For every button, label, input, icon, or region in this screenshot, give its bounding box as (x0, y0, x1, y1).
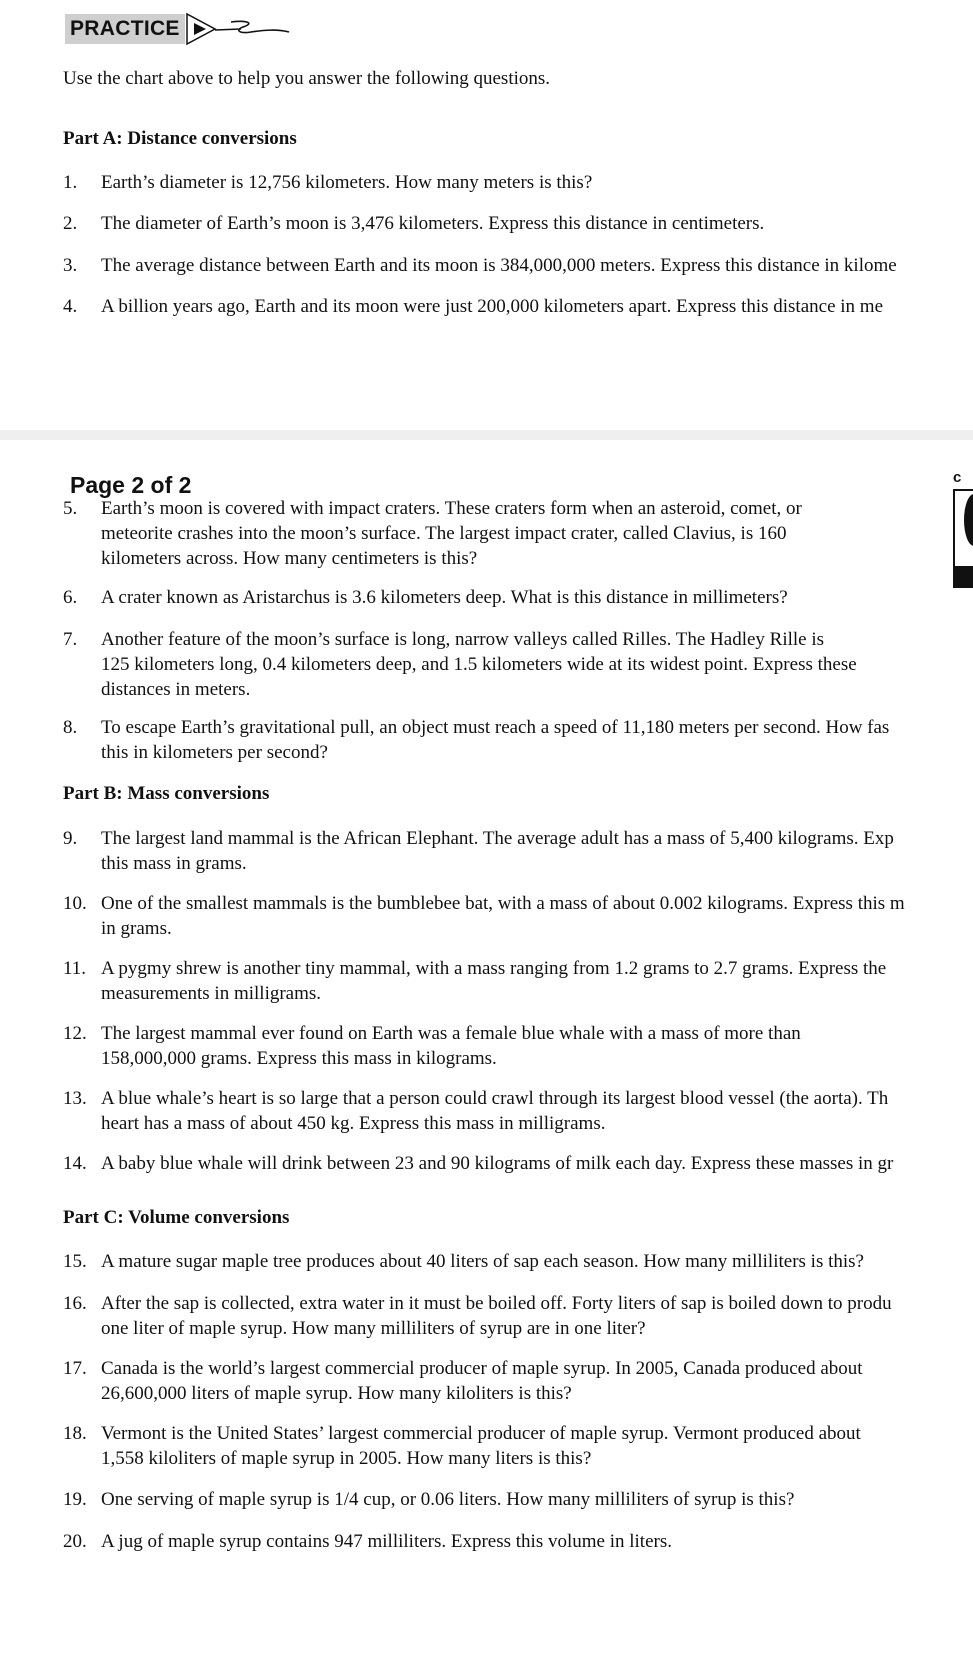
question-4 (63, 294, 883, 319)
pencil-arrow-icon (185, 12, 310, 46)
question-number: 11. (63, 958, 87, 979)
question-number: 6. (63, 587, 78, 608)
question-3 (63, 253, 897, 278)
question-text: One serving of maple syrup is 1/4 cup, or 0.06 liters. How many milliliters of syrup is this? (101, 1489, 795, 1510)
question-number: 19. (63, 1489, 87, 1510)
question-13 (63, 1086, 888, 1136)
question-text: 125 kilometers long, 0.4 kilometers deep, and 1.5 kilometers wide at its widest point. Express these (101, 654, 857, 675)
question-text: one liter of maple syrup. How many milliliters of syrup are in one liter? (101, 1318, 646, 1339)
question-number: 2. (63, 213, 78, 234)
question-7 (63, 627, 857, 702)
part-b-heading: Part B: Mass conversions (63, 783, 270, 804)
question-text: The average distance between Earth and its moon is 384,000,000 meters. Express this distance in kilome (101, 255, 897, 276)
question-text: meteorite crashes into the moon’s surface. The largest impact crater, called Clavius, is 160 (101, 523, 787, 544)
question-text: A jug of maple syrup contains 947 milliliters. Express this volume in liters. (101, 1531, 672, 1552)
question-6 (63, 585, 788, 610)
question-text: kilometers across. How many centimeters is this? (101, 548, 478, 569)
question-text: The largest land mammal is the African Elephant. The average adult has a mass of 5,400 kilograms. Exp (101, 828, 894, 849)
question-16 (63, 1291, 892, 1341)
question-number: 9. (63, 828, 78, 849)
question-19 (63, 1487, 794, 1512)
question-text: this in kilometers per second? (101, 742, 328, 763)
practice-label: PRACTICE (65, 14, 185, 44)
question-number: 7. (63, 629, 78, 650)
page-indicator: Page 2 of 2 (70, 472, 192, 498)
question-number: 15. (63, 1251, 87, 1272)
question-text: distances in meters. (101, 679, 251, 700)
question-text: 26,600,000 liters of maple syrup. How many kiloliters is this? (101, 1383, 572, 1404)
question-number: 8. (63, 717, 78, 738)
question-text: After the sap is collected, extra water in it must be boiled off. Forty liters of sap is boiled down to produ (101, 1293, 892, 1314)
question-number: 5. (63, 498, 78, 519)
question-text: One of the smallest mammals is the bumblebee bat, with a mass of about 0.002 kilograms. Express this m (101, 893, 905, 914)
question-number: 16. (63, 1293, 87, 1314)
page-separator (0, 430, 973, 440)
question-15 (63, 1249, 864, 1274)
question-text: A crater known as Aristarchus is 3.6 kilometers deep. What is this distance in millimeters? (101, 587, 788, 608)
part-a-heading: Part A: Distance conversions (63, 128, 297, 149)
question-text: The diameter of Earth’s moon is 3,476 kilometers. Express this distance in centimeters. (101, 213, 765, 234)
question-text: measurements in milligrams. (101, 983, 322, 1004)
question-number: 18. (63, 1423, 87, 1444)
question-number: 1. (63, 172, 78, 193)
question-text: Vermont is the United States’ largest commercial producer of maple syrup. Vermont produced about (101, 1423, 861, 1444)
question-number: 20. (63, 1531, 87, 1552)
question-number: 17. (63, 1358, 87, 1379)
part-c-heading: Part C: Volume conversions (63, 1207, 290, 1228)
question-18 (63, 1421, 861, 1471)
question-number: 3. (63, 255, 78, 276)
question-text: A baby blue whale will drink between 23 and 90 kilograms of milk each day. Express these masses in gr (101, 1153, 894, 1174)
question-text: heart has a mass of about 450 kg. Express this mass in milligrams. (101, 1113, 606, 1134)
question-20 (63, 1529, 672, 1554)
question-11 (63, 956, 886, 1006)
question-number: 12. (63, 1023, 87, 1044)
instructions: Use the chart above to help you answer the following questions. (63, 68, 551, 89)
practice-badge (65, 13, 310, 45)
question-text: 158,000,000 grams. Express this mass in kilograms. (101, 1048, 497, 1069)
question-text: in grams. (101, 918, 172, 939)
worksheet-page-1 (0, 0, 973, 430)
question-text: Earth’s diameter is 12,756 kilometers. How many meters is this? (101, 172, 593, 193)
corner-letter: c (953, 469, 962, 486)
question-12 (63, 1021, 801, 1071)
question-text: this mass in grams. (101, 853, 247, 874)
question-10 (63, 891, 905, 941)
question-number: 13. (63, 1088, 87, 1109)
question-1 (63, 170, 592, 195)
question-text: A pygmy shrew is another tiny mammal, with a mass ranging from 1.2 grams to 2.7 grams. Express the (101, 958, 887, 979)
corner-logo-fragment (952, 468, 973, 588)
question-number: 4. (63, 296, 78, 317)
question-text: A billion years ago, Earth and its moon were just 200,000 kilometers apart. Express this distance in me (101, 296, 884, 317)
question-text: A blue whale’s heart is so large that a person could crawl through its largest blood vessel (the aorta). Th (101, 1088, 889, 1109)
question-14 (63, 1151, 893, 1176)
worksheet-page-2 (0, 440, 973, 1668)
question-text: A mature sugar maple tree produces about 40 liters of sap each season. How many milliliters is this? (101, 1251, 864, 1272)
question-8 (63, 715, 889, 765)
question-text: To escape Earth’s gravitational pull, an object must reach a speed of 11,180 meters per second. How fas (101, 717, 890, 738)
question-2 (63, 211, 764, 236)
question-text: Another feature of the moon’s surface is long, narrow valleys called Rilles. The Hadley Rille is (101, 629, 825, 650)
question-number: 14. (63, 1153, 87, 1174)
question-text: The largest mammal ever found on Earth was a female blue whale with a mass of more than (101, 1023, 801, 1044)
question-text: Earth’s moon is covered with impact craters. These craters form when an asteroid, comet, or (101, 498, 802, 519)
question-text: 1,558 kiloliters of maple syrup in 2005. How many liters is this? (101, 1448, 592, 1469)
question-number: 10. (63, 893, 87, 914)
question-9 (63, 826, 894, 876)
question-5 (63, 496, 802, 571)
question-text: Canada is the world’s largest commercial producer of maple syrup. In 2005, Canada produced about (101, 1358, 863, 1379)
question-17 (63, 1356, 863, 1406)
